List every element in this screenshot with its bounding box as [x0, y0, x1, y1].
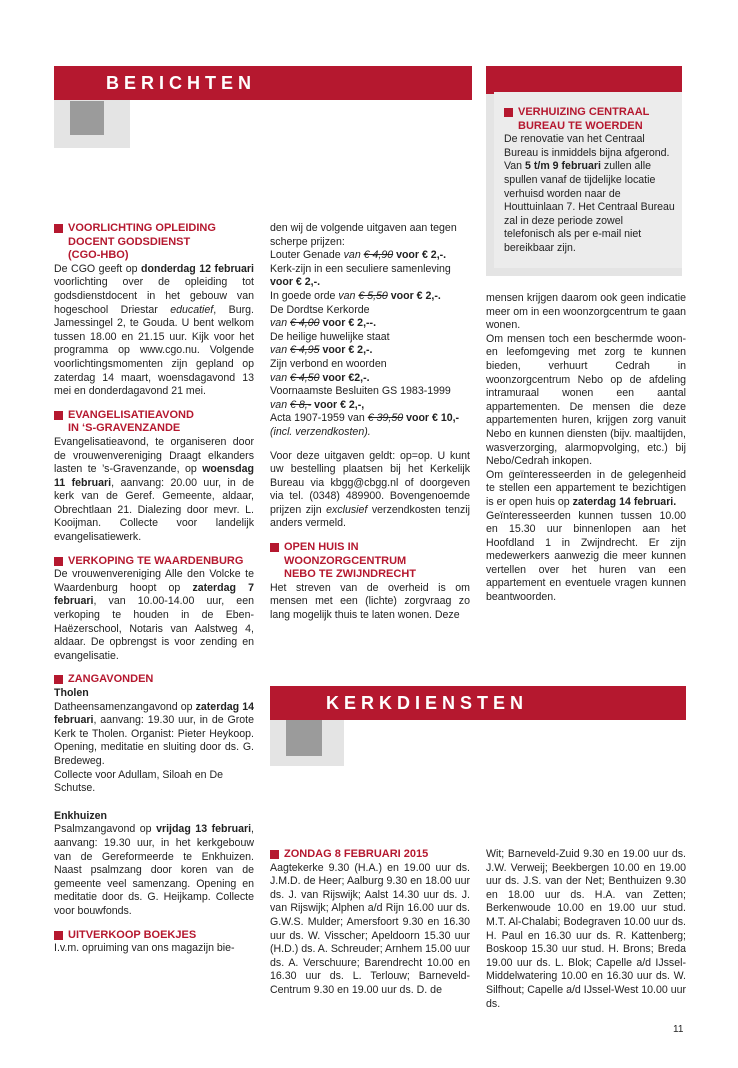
book-5-price: van € 4,95 voor € 2,-.	[270, 344, 373, 357]
column-1	[54, 222, 254, 956]
voorlichting-heading: VOORLICHTING OPLEIDING DOCENT GODSDIENST (CGO-HBO)	[54, 222, 254, 263]
nebo-text-4: Geïnteresseerden kunnen tussen 10.00 en 15.30 uur binnenlopen aan het Hoofdland 1 in Zwijndrecht. Er zijn medewerkers aanwezig die meer kunnen vertellen over het huren van een appartement en eventuele vragen kunnen beantwoorden.	[486, 509, 686, 604]
box-accent	[486, 66, 682, 94]
zondag-heading: ZONDAG 8 FEBRUARI 2015	[270, 848, 470, 862]
verkoping-heading: VERKOPING TE WAARDENBURG	[54, 555, 254, 569]
book-6-price: van € 4,50 voor €2,-.	[270, 371, 370, 384]
column-3	[486, 292, 686, 605]
book-6: Zijn verbond en woorden	[270, 357, 387, 370]
kerk-col-right	[486, 848, 686, 1011]
kerk-col-left	[270, 848, 470, 998]
open-huis-heading: OPEN HUIS IN WOONZORGCENTRUM NEBO TE ZWIJNDRECHT	[270, 541, 470, 582]
verkoping-text: De vrouwenvereniging Alle den Volcke te Waardenburg hoopt op zaterdag 7 februari, van 10.00-14.00 uur, een verkoping te houden in de Eben-Haëzerschool, Notaris van Aalstweg 4, aldaar. De opbrengst is voor zending en evangelisatie.	[54, 568, 255, 662]
open-huis-text: Het streven van de overheid is om mensen met een (lichte) zorgvraag zo lang mogelijk thuis te laten wonen. Deze	[270, 581, 470, 622]
boekjes-outro: Voor deze uitgaven geldt: op=op. U kunt uw bestelling plaatsen bij het Kerkelijk Bureau via kbgg@cbgg.nl of doorgeven via tel. (0348) 489900. Bovengenoemde prijzen zijn exclusief verzendkosten tenzij anders vermeld.	[270, 449, 470, 530]
book-2-price: voor € 2,-.	[270, 276, 321, 289]
book-5: De heilige huwelijke staat	[270, 330, 390, 343]
book-4: De Dordtse Kerkorde	[270, 303, 370, 316]
kerkdiensten-title: KERKDIENSTEN	[326, 692, 529, 713]
uitverkoop-text: I.v.m. opruiming van ons magazijn bie-	[54, 942, 235, 955]
uitverkoop-heading: UITVERKOOP BOEKJES	[54, 929, 254, 943]
tholen-collecte: Collecte voor Adullam, Siloah en De Schutse.	[54, 768, 224, 795]
book-1: Louter Genade van € 4,90 voor € 2,-.	[270, 249, 447, 262]
voorlichting-text: De CGO geeft op donderdag 12 februari voorlichting over de opleiding tot godsdienstdocent in het gebouw van hogeschool Driestar educatief, Burg. Jamessingel 2, te Gouda. U bent welkom tussen 18.00 en 21.15 uur. Kijk voor het programma op www.cgo.nu. Volgende voorlichtingsmomenten zijn gepland op zaterdag 14 maart, woensdagavond 13 mei en donderdagavond 21 mei.	[54, 262, 254, 398]
verhuizing-heading: VERHUIZING CENTRAAL BUREAU TE WOERDEN	[504, 106, 676, 133]
kerk-list-right: Wit; Barneveld-Zuid 9.30 en 19.00 uur ds. J.W. Verweij; Beekbergen 10.00 en 19.00 uur ds. J.S. van der Net; Benthuizen 9.30 en 18.00 uur ds. H.A. van Zetten; Berkenwoude 10.00 en 19.00 uur stud. M.T. Al-Chalabi; Bodegraven 10.00 uur ds. H. Paul en 16.30 uur ds. R. Kattenberg; Boskoop 15.30 uur stud. H. Brons; Breda 19.00 uur ds. L. Blok; Capelle a/d IJssel-Middelwatering 10.00 en 16.30 uur ds. W. Silfhout; Capelle a/d IJssel-West 10.00 uur ds.	[486, 848, 687, 1010]
book-4-price: van € 4,00 voor € 2,--.	[270, 317, 377, 330]
book-7-price: van € 8,- voor € 2,-,	[270, 398, 365, 411]
enkhuizen-subheading: Enkhuizen	[54, 809, 107, 822]
column-2	[270, 222, 470, 623]
book-8: Acta 1907-1959 van € 39,50 voor € 10,-	[270, 412, 460, 425]
book-3: In goede orde van € 5,50 voor € 2,-.	[270, 289, 441, 302]
verhuizing-content	[504, 106, 676, 256]
nebo-text-2: Om mensen toch een beschermde woon- en leefomgeving met zorg te kunnen bieden, verhuurt Cedrah in woonzorgcentrum Nebo op de afdeling intramuraal wonen een aantal appartementen. De mensen die deze appartementen huren, krijgen zorg vanuit Nebo en kunnen diensten (bijv. maaltijden, wasverzorging, alarmopvolging, etc.) bij Nebo/Cedrah inkopen.	[486, 332, 686, 468]
tholen-subheading: Tholen	[54, 687, 89, 699]
berichten-gray-block	[70, 101, 104, 135]
kerkdiensten-banner	[270, 686, 686, 720]
kerk-list-left: Aagtekerke 9.30 (H.A.) en 19.00 uur ds. J.M.D. de Heer; Aalburg 9.30 en 18.00 uur ds. J. van Rijswijk; Aalst 14.30 uur ds. J. van Rijswijk; Alphen a/d Rijn 16.00 uur ds. G.W.S. Mulder; Amersfoort 9.30 en 16.30 uur ds. W. Visscher; Apeldoorn 15.30 uur (H.D.) ds. A. Schreuder; Arnhem 15.00 uur ds. A. Verschuure; Barendrecht 10.00 en 16.30 uur ds. L. Terlouw; Barneveld-Centrum 9.30 en 19.00 uur ds. D. de	[270, 861, 470, 996]
kerk-gray-block	[286, 720, 322, 756]
nebo-text-1: mensen krijgen daarom ook geen indicatie meer om in een woonzorgcentrum te gaan wonen.	[486, 292, 686, 332]
book-8-incl: (incl. verzendkosten).	[270, 425, 371, 438]
enkhuizen-text: Psalmzangavond op vrijdag 13 februari, aanvang: 19.30 uur, in het kerkgebouw van de Gereformeerde te Enkhuizen. Naast psalmzang door koren van de gemeente veel samenzang. Opening en meditatie door ds. G. Heijkamp. Collecte voor bouwfonds.	[54, 823, 254, 917]
evangelisatie-text: Evangelisatieavond, te organiseren door de vrouwenvereniging Draagt elkanders lasten te ’s-Gravenzande, op woensdag 11 februari, aanvang: 20.00 uur, in de kerk van de Geref. Gemeente, aldaar, Obrechtlaan 21. Dialezing door mevr. L. Kooijman. Collecte voor landelijk evangelisatiewerk.	[54, 435, 254, 544]
nebo-text-3: Om geïnteresseerden in de gelegenheid te stellen een appartement te bezichtigen is er open huis op zaterdag 14 februari.	[486, 468, 686, 508]
book-2: Kerk-zijn in een seculiere samenleving	[270, 262, 451, 275]
verhuizing-text: De renovatie van het Centraal Bureau is inmiddels bijna afgerond. Van 5 t/m 9 februari zullen alle spullen vanaf de tijdelijke locatie verhuisd worden naar de Houttuinlaan 7. Het Centraal Bureau zal in deze periode zowel telefonisch als per e-mail niet bereikbaar zijn.	[504, 133, 675, 254]
tholen-text: Datheensamenzangavond op zaterdag 14 februari, aanvang: 19.30 uur, in de Grote Kerk te Tholen. Organist: Pieter Heykoop. Opening, meditatie en sluiting door ds. G. Bredeweg.	[54, 700, 254, 767]
berichten-title: BERICHTEN	[106, 72, 257, 93]
page-number: 11	[673, 1024, 684, 1035]
evangelisatie-heading: EVANGELISATIEAVOND IN ‘S-GRAVENZANDE	[54, 409, 254, 436]
zangavonden-heading: ZANGAVONDEN	[54, 673, 254, 687]
berichten-banner	[54, 66, 472, 100]
book-7: Voornaamste Besluiten GS 1983-1999	[270, 385, 451, 398]
boekjes-intro: den wij de volgende uitgaven aan tegen scherpe prijzen:	[270, 222, 457, 248]
